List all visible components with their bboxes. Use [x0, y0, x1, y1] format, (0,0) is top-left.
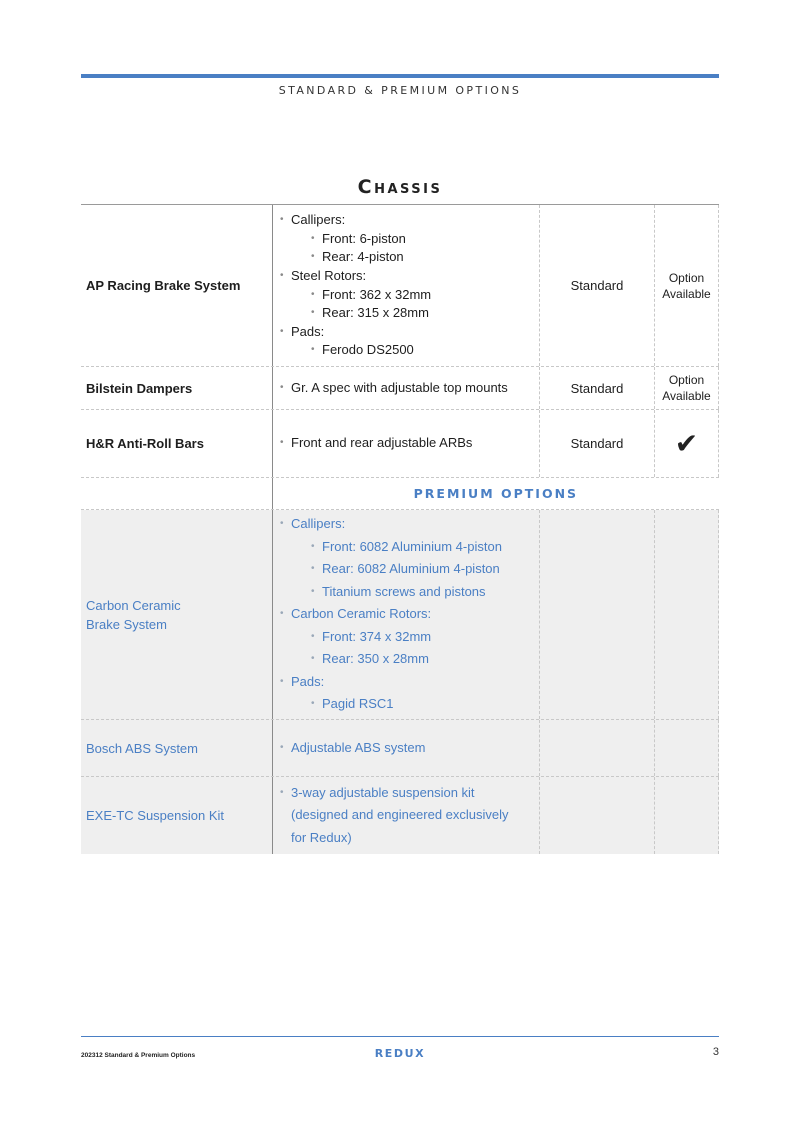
- row-status: Standard: [539, 410, 654, 477]
- spec-list: [279, 513, 502, 716]
- footer-document-id: 202312 Standard & Premium Options: [81, 1052, 196, 1059]
- options-table: [81, 204, 719, 854]
- option-line: Available: [662, 286, 711, 301]
- section-title: Chassis: [357, 176, 443, 198]
- spec-item: [279, 267, 431, 323]
- spec-item: • Adjustable ABS system: [279, 737, 425, 760]
- row-name-line: Brake System: [86, 616, 167, 632]
- row-status: Standard: [539, 367, 654, 409]
- premium-row: [81, 510, 719, 720]
- table-row: [81, 204, 719, 367]
- row-status: [539, 510, 654, 719]
- spec-subitem: • Rear: 4-piston: [310, 248, 431, 267]
- spec-item: [279, 323, 431, 360]
- page-header-title: STANDARD & PREMIUM OPTIONS: [278, 84, 522, 97]
- spec-subitem: • Front: 6082 Aluminium 4-piston: [310, 536, 502, 559]
- row-name-line: Carbon Ceramic: [86, 597, 181, 613]
- spec-list: [279, 379, 508, 398]
- option-line: Available: [662, 389, 711, 403]
- row-name: Bilstein Dampers: [86, 380, 193, 396]
- row-specs: [272, 510, 539, 719]
- spec-text: Callipers:: [291, 212, 346, 228]
- table-row: [81, 367, 719, 410]
- page-number: 3: [712, 1046, 719, 1058]
- row-specs: [272, 205, 539, 366]
- spec-text: Callipers:: [291, 516, 346, 532]
- spec-item: • Front and rear adjustable ARBs: [279, 434, 472, 453]
- spec-subitem: • Titanium screws and pistons: [310, 581, 502, 604]
- row-status: [539, 720, 654, 776]
- row-specs: [272, 777, 539, 854]
- spec-item: • 3-way adjustable suspension kit (designed and engineered exclusively for Redux): [279, 782, 525, 850]
- spec-item: [279, 513, 502, 603]
- row-name: Bosch ABS System: [86, 740, 198, 756]
- row-name: AP Racing Brake System: [86, 278, 241, 293]
- spec-subitem: • Rear: 6082 Aluminium 4-piston: [310, 558, 502, 581]
- footer-rule: [81, 1036, 719, 1037]
- row-option: [654, 720, 719, 776]
- row-specs: [272, 720, 539, 776]
- spec-list: [279, 434, 472, 453]
- spec-text: Steel Rotors:: [291, 267, 367, 283]
- spec-subitem: • Front: 374 x 32mm: [310, 626, 502, 649]
- row-specs: [272, 367, 539, 409]
- row-name: H&R Anti-Roll Bars: [86, 436, 204, 451]
- checkmark-icon: ✔: [674, 427, 699, 459]
- option-line: Option: [668, 373, 705, 387]
- premium-options-heading: PREMIUM OPTIONS: [272, 478, 719, 509]
- spec-subitem: • Front: 6-piston: [310, 230, 431, 249]
- spec-subitem: • Front: 362 x 32mm: [310, 286, 431, 305]
- spec-subitem: • Pagid RSC1: [310, 693, 502, 716]
- option-line: Option: [668, 270, 705, 285]
- premium-row: [81, 777, 719, 854]
- row-status: Standard: [539, 205, 654, 366]
- row-option: [654, 777, 719, 854]
- spec-item: [279, 211, 431, 267]
- row-status: [539, 777, 654, 854]
- spec-subitem: • Ferodo DS2500: [310, 341, 431, 360]
- spec-subitem: • Rear: 350 x 28mm: [310, 648, 502, 671]
- row-option: [654, 367, 719, 409]
- spec-text: Pads:: [291, 673, 325, 689]
- row-option: [654, 410, 719, 477]
- row-name: [81, 510, 272, 719]
- spec-subitem: • Rear: 315 x 28mm: [310, 304, 431, 323]
- footer-brand-logo: REDUX: [374, 1047, 426, 1060]
- row-option: [654, 510, 719, 719]
- spec-text: Carbon Ceramic Rotors:: [291, 606, 432, 622]
- spec-item: [279, 603, 502, 671]
- spec-text: Pads:: [291, 323, 325, 339]
- row-name: EXE-TC Suspension Kit: [86, 808, 225, 823]
- table-row: [81, 410, 719, 478]
- spec-item: • Gr. A spec with adjustable top mounts: [279, 379, 508, 398]
- premium-options-heading-row: [81, 478, 719, 510]
- spec-list: [279, 782, 525, 850]
- header-rule: [81, 74, 719, 78]
- premium-row: [81, 720, 719, 777]
- spec-list: [279, 737, 425, 760]
- spec-item: [279, 671, 502, 716]
- row-option: [654, 205, 719, 366]
- row-specs: [272, 410, 539, 477]
- spec-list: [279, 211, 431, 360]
